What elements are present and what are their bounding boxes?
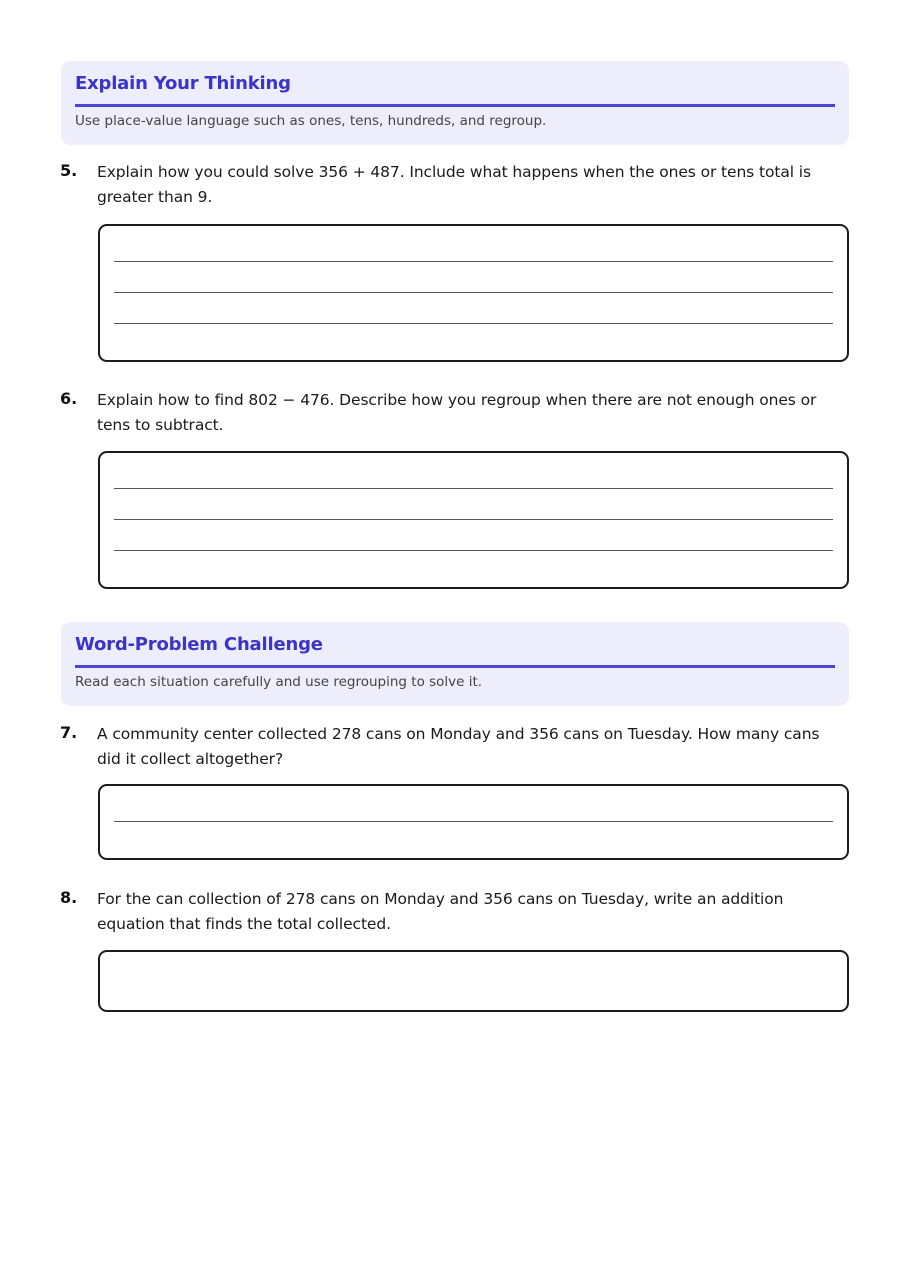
question-line: did it collect altogether?	[97, 750, 284, 768]
section-header-word-problem	[61, 622, 849, 706]
question-text	[97, 388, 837, 438]
answer-box[interactable]	[98, 950, 849, 1012]
answer-line	[114, 292, 833, 293]
question-text	[97, 160, 837, 210]
question-line: tens to subtract.	[97, 416, 224, 434]
question-line: For the can collection of 278 cans on Monday and 356 cans on Tuesday, write an addition	[97, 890, 784, 908]
question-line: Explain how you could solve 356 + 487. Include what happens when the ones or tens total is	[97, 163, 811, 181]
question-text	[97, 722, 837, 772]
section-divider	[75, 104, 835, 107]
question-number: 6.	[60, 389, 78, 408]
section-instructions: Read each situation carefully and use regrouping to solve it.	[75, 674, 483, 690]
answer-line	[114, 261, 833, 262]
answer-line	[114, 821, 833, 822]
section-divider	[75, 665, 835, 668]
question-line: A community center collected 278 cans on Monday and 356 cans on Tuesday. How many cans	[97, 725, 820, 743]
question-text	[97, 887, 837, 937]
question-number: 8.	[60, 888, 78, 907]
section-instructions: Use place-value language such as ones, tens, hundreds, and regroup.	[75, 113, 547, 129]
question-line: greater than 9.	[97, 188, 213, 206]
question-line: equation that finds the total collected.	[97, 915, 391, 933]
question-line: Explain how to find 802 − 476. Describe how you regroup when there are not enough ones or	[97, 391, 817, 409]
section-header-explain	[61, 61, 849, 145]
answer-line	[114, 488, 833, 489]
answer-line	[114, 323, 833, 324]
answer-line	[114, 519, 833, 520]
answer-box[interactable]	[98, 451, 849, 589]
question-number: 5.	[60, 161, 78, 180]
answer-box[interactable]	[98, 224, 849, 362]
answer-box[interactable]	[98, 784, 849, 860]
section-title: Explain Your Thinking	[75, 73, 291, 94]
section-title: Word-Problem Challenge	[75, 634, 323, 655]
answer-line	[114, 550, 833, 551]
question-number: 7.	[60, 723, 78, 742]
